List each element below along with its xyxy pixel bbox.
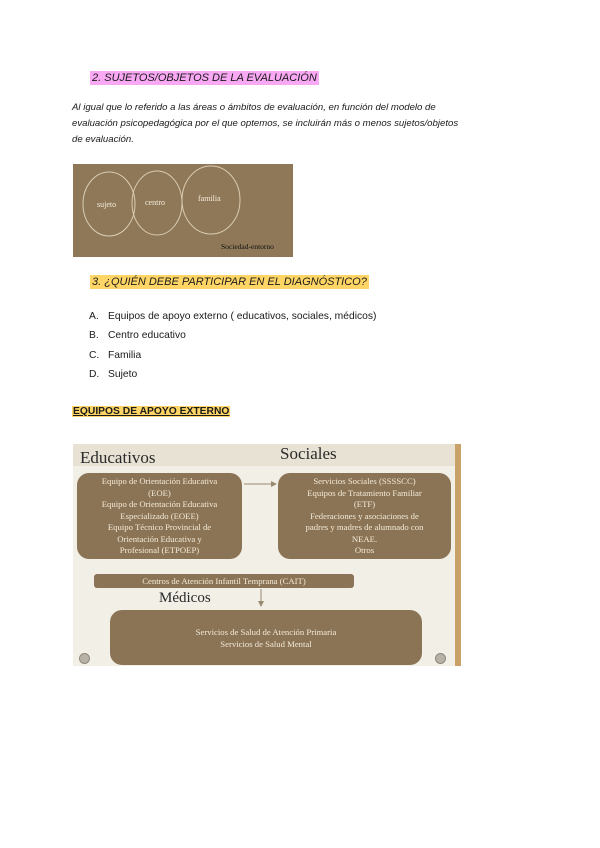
sociales-line: Servicios Sociales (SSSSCC) (313, 476, 416, 486)
section-2-heading (90, 72, 319, 84)
section-3-heading (90, 276, 369, 288)
educativos-line: Orientación Educativa y (117, 533, 202, 544)
paragraph-line: de evaluación. (72, 134, 134, 145)
sociales-line: Otros (354, 545, 375, 555)
educativos-line: Equipo de Orientación Educativa (101, 499, 218, 509)
paragraph-line: evaluación psicopedagógica por el que optemos, se incluirán más o menos sujetos/objetos (72, 118, 459, 129)
list-item (89, 330, 376, 349)
participants-list (89, 311, 376, 389)
sociales-line: padres y madres de alumnado con (305, 522, 424, 532)
list-item-text: Centro educativo (108, 330, 186, 342)
educativos-line: Profesional (ETPOEP) (119, 545, 200, 555)
list-marker: A. (89, 311, 99, 322)
educativos-line: Equipo de Orientación Educativa (101, 476, 218, 486)
list-item (89, 369, 376, 388)
pin-icon (435, 653, 446, 664)
label-familia: familia (198, 194, 221, 203)
medicos-line: Servicios de Salud de Atención Primaria (195, 627, 337, 637)
educativos-line: Equipo Técnico Provincial de (107, 522, 212, 532)
label-sociedad-entorno: Sociedad-entorno (221, 242, 274, 251)
list-marker: C. (89, 349, 100, 361)
list-item-text: Familia (108, 349, 142, 361)
list-item-text: Sujeto (108, 369, 138, 381)
section-2-title: 2. SUJETOS/OBJETOS DE LA EVALUACIÓN (92, 72, 317, 84)
list-marker: B. (89, 330, 99, 342)
list-item (89, 311, 376, 330)
list-item-text: Equipos de apoyo externo ( educativos, sociales, médicos) (108, 311, 377, 322)
educativos-line: (EOE) (148, 487, 171, 498)
paragraph-line: Al igual que lo referido a las áreas o ámbitos de evaluación, en función del modelo de (72, 102, 436, 113)
section-3-title: 3. ¿QUIÉN DEBE PARTICIPAR EN EL DIAGNÓSTICO? (92, 276, 367, 288)
list-item (89, 350, 376, 369)
section-2-paragraph (72, 100, 542, 148)
sociales-line: (ETF) (353, 499, 376, 509)
label-centro: centro (145, 198, 165, 207)
support-teams-diagram (73, 444, 461, 666)
cait-box: Centros de Atención Infantil Temprana (CAIT) (94, 574, 354, 588)
subjects-diagram (73, 164, 293, 257)
label-sujeto: sujeto (97, 200, 117, 209)
medicos-box (110, 610, 422, 665)
equipos-heading: EQUIPOS DE APOYO EXTERNO (73, 406, 230, 417)
sociales-line: Federaciones y asociaciones de (310, 510, 419, 521)
educativos-title: Educativos (80, 448, 156, 467)
medicos-title: Médicos (159, 590, 211, 606)
sociales-line: Equipos de Tratamiento Familiar (307, 487, 422, 498)
sociales-title: Sociales (280, 444, 337, 463)
pin-icon (79, 653, 90, 664)
sociales-line: NEAE. (351, 533, 378, 544)
educativos-line: Especializado (EOEE) (120, 510, 199, 521)
list-marker: D. (89, 369, 100, 381)
medicos-line: Servicios de Salud Mental (220, 638, 312, 649)
